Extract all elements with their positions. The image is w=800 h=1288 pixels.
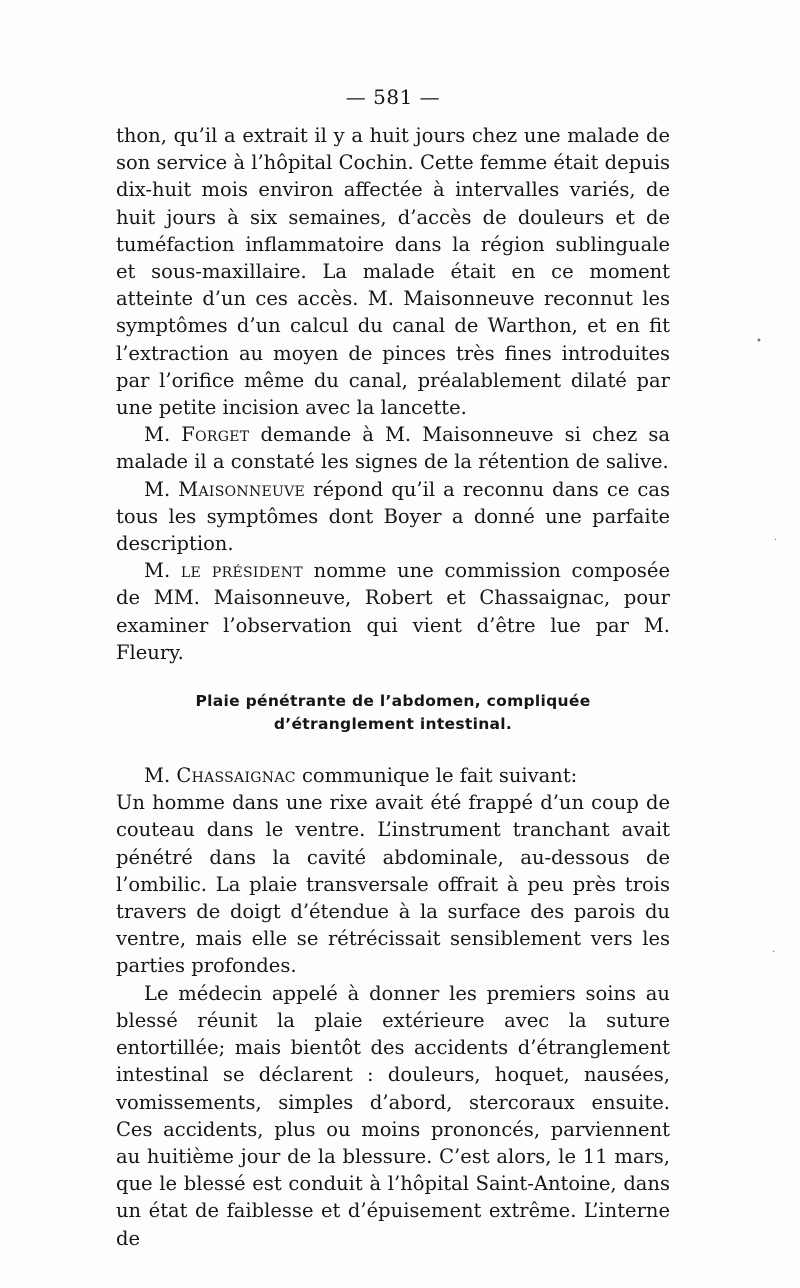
paragraph-lead: M.	[144, 764, 177, 788]
ink-speck: ·	[774, 535, 778, 546]
paragraph-maisonneuve	[116, 476, 670, 558]
paragraph-text: répond qu’il a reconnu dans ce cas tous les symptômes dont Boyer a donné une parfaite description.	[116, 477, 670, 556]
paragraph-case-description: Un homme dans une rixe avait été frappé d’un coup de couteau dans le ventre. L’instrument tranchant avait pénétré dans la cavité abdominale, au-dessous de l’ombilic. La plaie transversale offrait à peu près trois travers de doigt d’étendue à la surface des parois du ventre, mais elle se rétrécissait sensiblement vers les parties profondes.	[116, 791, 670, 978]
section-title-line-2: d’étranglement intestinal.	[273, 715, 513, 734]
paragraph-continuation: thon, qu’il a extrait il y a huit jours chez une malade de son service à l’hôpital Cochin. Cette femme était depuis dix-huit mois environ affectée à intervalles variés, de huit jours à six semaines, d’accès de douleurs et de tuméfaction inflammatoire dans la région sublinguale et sous-maxillaire. La malade était en ce moment atteinte d’un ces accès. M. Maisonneuve reconnut les symptômes d’un calcul du canal de Warthon, et en fit l’extraction au moyen de pinces très fines introduites par l’orifice même du canal, préalablement dilaté par une petite incision avec la lancette.	[116, 124, 670, 420]
paragraph-case-progress: Le médecin appelé à donner les premiers soins au blessé réunit la plaie extérieure avec la suture entortillée; mais bientôt des accidents d’étranglement intestinal se déclarent : douleurs, hoquet, nausées, vomissements, simples d’abord, stercoraux ensuite. Ces accidents, plus ou moins prononcés, parviennent au huitième jour de la blessure. C’est alors, le 11 mars, que le blessé est conduit à l’hôpital Saint-Antoine, dans un état de faiblesse et d’épuisement extrême. L’interne de	[116, 981, 670, 1250]
paragraph-text: demande à M. Maisonneuve si chez sa malade il a constaté les signes de la rétention de salive.	[116, 423, 670, 474]
section-title-line-1: Plaie pénétrante de l’abdomen, compliquée	[195, 692, 591, 711]
book-page	[116, 82, 670, 1252]
paragraph-lead: M.	[144, 477, 179, 501]
paragraph-text: nomme une commission composée de MM. Maisonneuve, Robert et Chassaignac, pour examiner l’observation qui vient d’être lue par M. Fleury.	[116, 559, 670, 664]
ink-speck: •	[756, 336, 762, 347]
paragraph-president	[116, 557, 670, 666]
paragraph-forget	[116, 421, 670, 475]
speaker-name: Maisonneuve	[178, 477, 306, 501]
page-number: — 581 —	[345, 85, 441, 109]
speaker-name: le président	[180, 559, 303, 583]
paragraph-chassaignac	[116, 762, 670, 789]
ink-speck: ·	[772, 947, 776, 958]
speaker-name: Chassaignac	[176, 764, 296, 788]
paragraph-lead: M.	[144, 423, 182, 447]
section-title	[116, 690, 670, 736]
paragraph-text: communique le fait suivant:	[295, 764, 578, 788]
speaker-name: Forget	[181, 423, 250, 447]
paragraph-lead: M.	[144, 559, 181, 583]
